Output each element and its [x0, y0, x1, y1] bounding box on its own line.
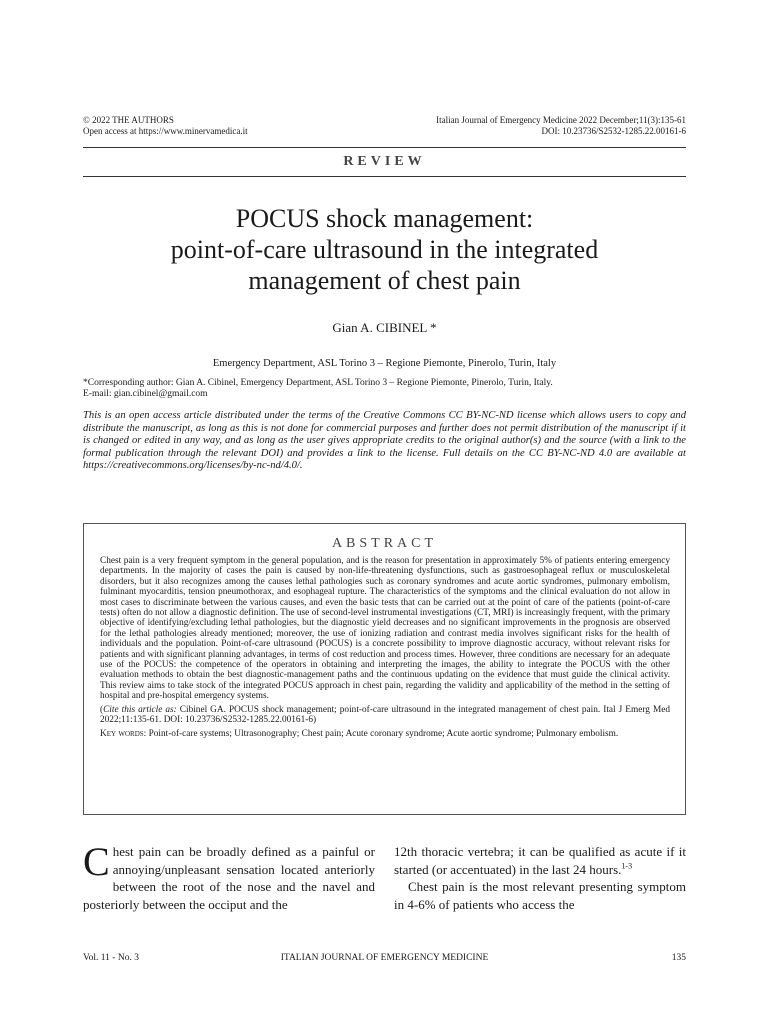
paragraph-second: Chest pain is the most relevant presenting symptom in 4-6% of patients who access the	[394, 879, 686, 912]
keywords	[100, 729, 670, 739]
page-number: 135	[671, 953, 686, 963]
author-name: Gian A. CIBINEL *	[332, 320, 437, 335]
abstract-text: Chest pain is a very frequent symptom in the general population, and is the reason for presentation in approximately 5% of patients entering emergency departments. In the majority of cases the pain is caused by non-life-threatening dysfunctions, such as gastroesophageal reflux or musculoskeletal disorders, but it also recognizes among the causes lethal pathologies such as coronary syndromes and acute aortic syndromes, pulmonary embolism, fulminant myocarditis, tension pneumothorax, and esophageal rupture. The characteristics of the symptoms and the clinical evaluation do not allow in most cases to discriminate between the various causes, and even the basic tests that can be carried out at the point of care of the patients (point-of-care tests) often do not allow a diagnostic definition. The use of second-level instrumental investigations (CT, MRI) is increasingly frequent, with the primary objective of identifying/excluding lethal pathologies, but the diagnostic yield decreases and no significant improvements in the prognosis are observed for the lethal pathologies already mentioned; moreover, the use of ionizing radiation and contrast media involves significant risks for the health of individuals and the population. Point-of-care ultrasound (POCUS) is a concrete possibility to improve diagnostic accuracy, without relevant risks for patients and with significant planning advantages, in terms of cost reduction and process times. However, three conditions are necessary for an adequate use of the POCUS: the competence of the operators in obtaining and interpreting the images, the ability to integrate the POCUS with the other evaluation methods to obtain the best diagnostic-management paths and the continuous updating on the evidence that must guide the clinical activity. This review aims to take stock of the integrated POCUS approach in chest pain, regarding the validity and applicability of the method in the setting of hospital and pre-hospital emergency systems.	[100, 556, 670, 702]
corresponding-author	[83, 378, 686, 400]
abstract-box	[83, 523, 686, 815]
article-title	[83, 203, 686, 296]
journal-name: ITALIAN JOURNAL OF EMERGENCY MEDICINE	[280, 953, 489, 963]
paragraph-continued	[394, 843, 686, 878]
body-column-left	[83, 839, 375, 913]
drop-cap: C	[83, 839, 110, 884]
abstract-body	[100, 556, 670, 739]
title-line-3: management of chest pain	[248, 266, 521, 295]
keywords-label: Key words:	[100, 728, 147, 739]
header-rule	[83, 147, 686, 148]
open-access-line[interactable]: Open access at https://www.minervamedica.it	[83, 125, 248, 136]
cite-open: (	[100, 704, 104, 715]
page	[83, 0, 686, 1024]
affiliation: Emergency Department, ASL Torino 3 – Regione Piemonte, Pinerolo, Turin, Italy	[212, 358, 557, 369]
cite-text: Cibinel GA. POCUS shock management; point-of-care ultrasound in the integrated management of chest pain. Ital J Emerg Med 2022;11:135-61. DOI: 10.23736/S2532-1285.22.00161-6)	[100, 704, 670, 726]
copyright-line: © 2022 THE AUTHORS	[83, 115, 174, 125]
journal-citation: Italian Journal of Emergency Medicine 2022 December;11(3):135-61	[436, 115, 686, 125]
keywords-text: Point-of-care systems; Ultrasonography; Chest pain; Acute coronary syndrome; Acute aortic syndrome; Pulmonary embolism.	[148, 728, 619, 739]
intro-paragraph	[83, 839, 375, 913]
license-statement: This is an open access article distributed under the terms of the Creative Commons CC BY-NC-ND license which allows users to copy and distribute the manuscript, as long as this is not done for commercial purposes and further does not permit distribution of the manuscript if it is changed or edited in any way, and as long as the user gives appropriate credits to the original author(s) and the source (with a link to the formal publication through the relevant DOI) and provides a link to the license. Full details on the CC BY-NC-ND 4.0 are available at https://creativecommons.org/licenses/by-nc-nd/4.0/.	[83, 410, 686, 472]
title-line-2: point-of-care ultrasound in the integrated	[170, 235, 599, 264]
email-line[interactable]: E-mail: gian.cibinel@gmail.com	[83, 389, 208, 399]
reference-marker[interactable]: 1-3	[621, 861, 633, 871]
doi-line[interactable]: DOI: 10.23736/S2532-1285.22.00161-6	[541, 125, 686, 136]
cite-statement	[100, 705, 670, 726]
continued-text: 12th thoracic vertebra; it can be qualified as acute if it started (or accentuated) in the last 24 hours.	[394, 844, 686, 877]
volume-issue: Vol. 11 - No. 3	[83, 953, 139, 963]
body-column-right	[394, 843, 686, 913]
abstract-heading: ABSTRACT	[331, 536, 438, 551]
corresponding-line: *Corresponding author: Gian A. Cibinel, Emergency Department, ASL Torino 3 – Regione Piemonte, Pinerolo, Turin, Italy.	[83, 378, 553, 388]
section-rule	[83, 176, 686, 177]
intro-text: hest pain can be broadly defined as a painful or annoying/unpleasant sensation located anteriorly between the root of the nose and the navel and posteriorly between the occiput and the	[83, 844, 375, 912]
cite-label: Cite this article as:	[103, 704, 177, 715]
title-line-1: POCUS shock management:	[235, 204, 534, 233]
section-label: REVIEW	[343, 154, 426, 169]
header-right	[436, 115, 686, 136]
header-left	[83, 115, 248, 136]
